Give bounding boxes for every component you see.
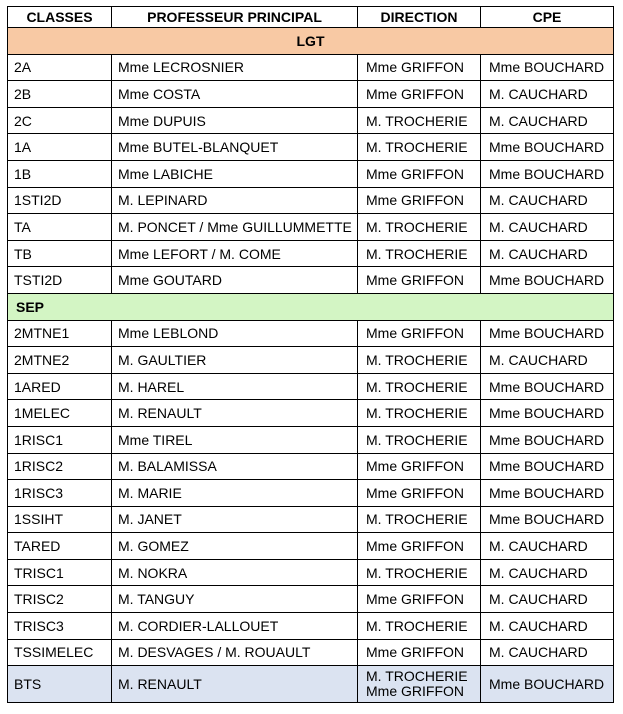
cell-direction: Mme GRIFFON <box>358 453 481 480</box>
cell-direction <box>358 666 481 703</box>
cell-direction: M. TROCHERIE <box>358 107 481 134</box>
cell-classe: 2B <box>8 81 112 108</box>
cell-direction: M. TROCHERIE <box>358 506 481 533</box>
cell-direction: Mme GRIFFON <box>358 533 481 560</box>
cell-cpe: Mme BOUCHARD <box>481 453 614 480</box>
cell-classe: TARED <box>8 533 112 560</box>
table-row <box>8 187 614 214</box>
cell-cpe: M. CAUCHARD <box>481 613 614 640</box>
table-row <box>8 506 614 533</box>
cell-professeur: M. PONCET / Mme GUILLUMMETTE <box>112 214 358 241</box>
section-row-sep <box>8 293 614 320</box>
cell-direction: Mme GRIFFON <box>358 480 481 507</box>
cell-classe: 1RISC3 <box>8 480 112 507</box>
cell-professeur: M. TANGUY <box>112 586 358 613</box>
cell-cpe: M. CAUCHARD <box>481 214 614 241</box>
cell-classe: 1RISC1 <box>8 426 112 453</box>
table-row <box>8 533 614 560</box>
cell-cpe: M. CAUCHARD <box>481 586 614 613</box>
cell-classe: 2A <box>8 54 112 81</box>
cell-direction: M. TROCHERIE <box>358 373 481 400</box>
table-row <box>8 480 614 507</box>
header-cpe: CPE <box>481 7 614 28</box>
cell-cpe: M. CAUCHARD <box>481 187 614 214</box>
cell-classe: TRISC1 <box>8 559 112 586</box>
cell-professeur: M. LEPINARD <box>112 187 358 214</box>
table-row <box>8 586 614 613</box>
cell-direction: M. TROCHERIE <box>358 400 481 427</box>
cell-direction: M. TROCHERIE <box>358 134 481 161</box>
cell-direction: M. TROCHERIE <box>358 559 481 586</box>
direction-line-2: Mme GRIFFON <box>366 683 464 700</box>
header-direction: DIRECTION <box>358 7 481 28</box>
cell-professeur: M. MARIE <box>112 480 358 507</box>
cell-professeur: M. CORDIER-LALLOUET <box>112 613 358 640</box>
cell-professeur: Mme TIREL <box>112 426 358 453</box>
cell-cpe: Mme BOUCHARD <box>481 54 614 81</box>
table-row <box>8 373 614 400</box>
cell-direction: M. TROCHERIE <box>358 240 481 267</box>
table-row <box>8 267 614 294</box>
cell-professeur: M. NOKRA <box>112 559 358 586</box>
cell-professeur: Mme DUPUIS <box>112 107 358 134</box>
cell-classe: TSTI2D <box>8 267 112 294</box>
table-row <box>8 559 614 586</box>
table-row <box>8 160 614 187</box>
cell-professeur: Mme BUTEL-BLANQUET <box>112 134 358 161</box>
table-row <box>8 107 614 134</box>
cell-direction: M. TROCHERIE <box>358 613 481 640</box>
cell-professeur: M. HAREL <box>112 373 358 400</box>
cell-professeur: M. RENAULT <box>112 666 358 703</box>
cell-direction: Mme GRIFFON <box>358 54 481 81</box>
cell-cpe: Mme BOUCHARD <box>481 320 614 347</box>
header-professeur-principal: PROFESSEUR PRINCIPAL <box>112 7 358 28</box>
cell-classe: 1STI2D <box>8 187 112 214</box>
cell-professeur: Mme GOUTARD <box>112 267 358 294</box>
cell-direction: Mme GRIFFON <box>358 267 481 294</box>
cell-direction: M. TROCHERIE <box>358 214 481 241</box>
cell-classe: 2MTNE2 <box>8 347 112 374</box>
cell-cpe: M. CAUCHARD <box>481 81 614 108</box>
cell-classe: 1B <box>8 160 112 187</box>
header-row <box>8 7 614 28</box>
table-row <box>8 613 614 640</box>
cell-classe: 1ARED <box>8 373 112 400</box>
cell-direction: Mme GRIFFON <box>358 639 481 666</box>
cell-direction: Mme GRIFFON <box>358 320 481 347</box>
table-row <box>8 240 614 267</box>
cell-professeur: M. DESVAGES / M. ROUAULT <box>112 639 358 666</box>
section-title: LGT <box>8 28 614 55</box>
cell-cpe: M. CAUCHARD <box>481 347 614 374</box>
cell-professeur: Mme LABICHE <box>112 160 358 187</box>
cell-professeur: M. GOMEZ <box>112 533 358 560</box>
cell-cpe: Mme BOUCHARD <box>481 426 614 453</box>
cell-cpe: M. CAUCHARD <box>481 559 614 586</box>
cell-cpe: Mme BOUCHARD <box>481 480 614 507</box>
header-classes: CLASSES <box>8 7 112 28</box>
cell-cpe: Mme BOUCHARD <box>481 400 614 427</box>
cell-professeur: Mme LEFORT / M. COME <box>112 240 358 267</box>
table-row <box>8 400 614 427</box>
cell-professeur: M. RENAULT <box>112 400 358 427</box>
table-row <box>8 320 614 347</box>
table-row <box>8 54 614 81</box>
table-row-bts <box>8 666 614 703</box>
table-row <box>8 134 614 161</box>
cell-professeur: M. JANET <box>112 506 358 533</box>
cell-classe: 1SSIHT <box>8 506 112 533</box>
cell-cpe: M. CAUCHARD <box>481 240 614 267</box>
cell-direction: Mme GRIFFON <box>358 81 481 108</box>
table-row <box>8 639 614 666</box>
cell-professeur: Mme LECROSNIER <box>112 54 358 81</box>
cell-cpe: Mme BOUCHARD <box>481 160 614 187</box>
cell-classe: TB <box>8 240 112 267</box>
cell-classe: TRISC3 <box>8 613 112 640</box>
table-row <box>8 426 614 453</box>
cell-classe: TSSIMELEC <box>8 639 112 666</box>
cell-direction: M. TROCHERIE <box>358 426 481 453</box>
cell-cpe: Mme BOUCHARD <box>481 134 614 161</box>
cell-classe: 2MTNE1 <box>8 320 112 347</box>
cell-direction: Mme GRIFFON <box>358 586 481 613</box>
cell-direction: M. TROCHERIE <box>358 347 481 374</box>
cell-classe: 1A <box>8 134 112 161</box>
cell-professeur: M. GAULTIER <box>112 347 358 374</box>
cell-classe: 1MELEC <box>8 400 112 427</box>
cell-professeur: M. BALAMISSA <box>112 453 358 480</box>
section-title: SEP <box>8 293 614 320</box>
direction-line-1: M. TROCHERIE <box>366 668 468 685</box>
cell-cpe: M. CAUCHARD <box>481 107 614 134</box>
cell-classe: TA <box>8 214 112 241</box>
table-row <box>8 347 614 374</box>
table-row <box>8 214 614 241</box>
cell-cpe: M. CAUCHARD <box>481 639 614 666</box>
cell-cpe: Mme BOUCHARD <box>481 267 614 294</box>
cell-classe: 2C <box>8 107 112 134</box>
cell-classe: 1RISC2 <box>8 453 112 480</box>
section-row-lgt <box>8 28 614 55</box>
cell-direction: Mme GRIFFON <box>358 160 481 187</box>
table-row <box>8 453 614 480</box>
cell-professeur: Mme COSTA <box>112 81 358 108</box>
table-body <box>8 28 614 703</box>
cell-cpe: M. CAUCHARD <box>481 533 614 560</box>
cell-professeur: Mme LEBLOND <box>112 320 358 347</box>
cell-cpe: Mme BOUCHARD <box>481 373 614 400</box>
classes-table <box>7 6 614 703</box>
cell-cpe: Mme BOUCHARD <box>481 666 614 703</box>
cell-classe: BTS <box>8 666 112 703</box>
cell-classe: TRISC2 <box>8 586 112 613</box>
cell-cpe: Mme BOUCHARD <box>481 506 614 533</box>
cell-direction: Mme GRIFFON <box>358 187 481 214</box>
table-row <box>8 81 614 108</box>
